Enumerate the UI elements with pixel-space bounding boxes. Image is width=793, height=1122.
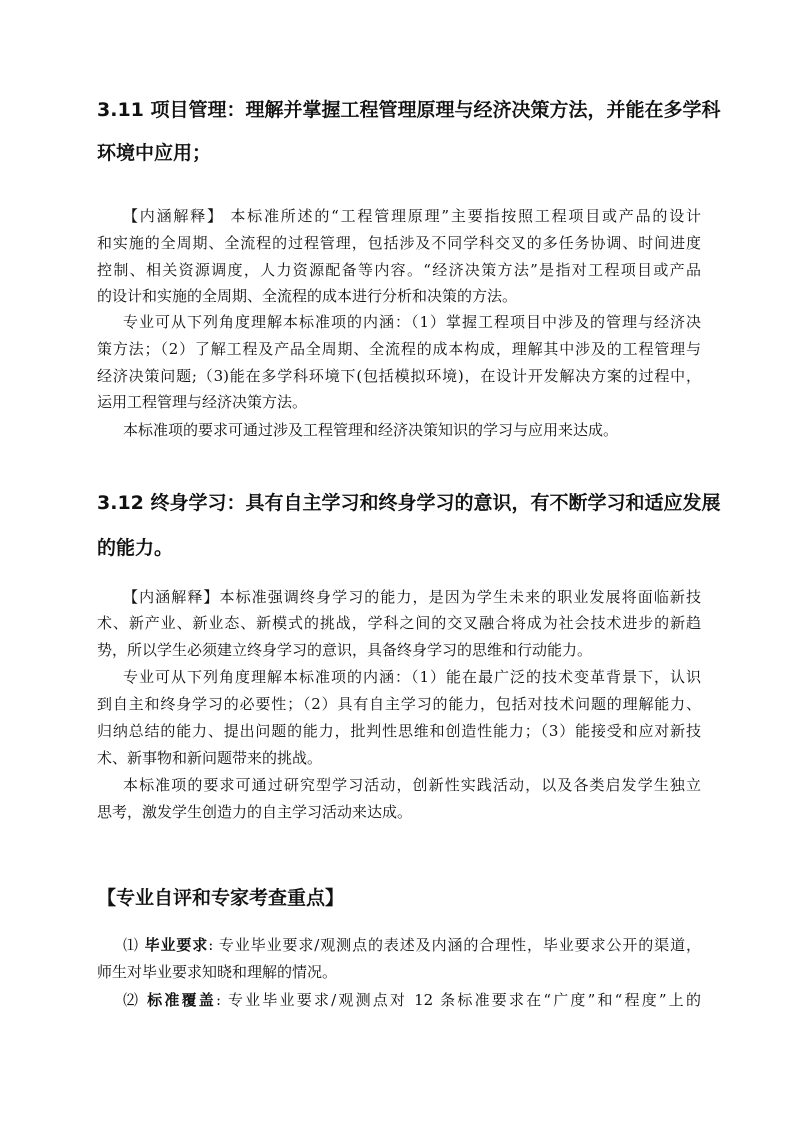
section-heading: 的能力。 <box>97 537 174 559</box>
item-text: : 专业毕业要求/观测点对 12 条标准要求在“广度”和“程度”上的 <box>215 991 701 1009</box>
review-item-2 <box>123 990 701 1010</box>
paragraph-line: 归纳总结的能力、提出问题的能力，批判性思维和创造性能力；（3）能接受和应对新技 <box>97 722 701 740</box>
paragraph-line: 术、新事物和新问题带来的挑战。 <box>97 749 323 767</box>
section-heading: 3.12 终身学习：具有自主学习和终身学习的意识，有不断学习和适应发展 <box>97 492 721 514</box>
item-number: ⑵ <box>123 991 148 1009</box>
paragraph-line: 【内涵解释】本标准强调终身学习的能力，是因为学生未来的职业发展将面临新技 <box>123 588 701 606</box>
paragraph-line: 本标准项的要求可通过研究型学习活动，创新性实践活动，以及各类启发学生独立 <box>123 776 701 794</box>
item-number: ⑴ <box>123 936 145 954</box>
paragraph-line: 本标准项的要求可通过涉及工程管理和经济决策知识的学习与应用来达成。 <box>123 421 619 439</box>
item-text: : 专业毕业要求/观测点的表述及内涵的合理性，毕业要求公开的渠道， <box>208 936 701 954</box>
paragraph-line: 的设计和实施的全周期、全流程的成本进行分析和决策的方法。 <box>97 287 518 305</box>
paragraph-line: 控制、相关资源调度，人力资源配备等内容。“经济决策方法”是指对工程项目或产品 <box>97 261 701 279</box>
paragraph-line: 专业可从下列角度理解本标准项的内涵：（1）掌握工程项目中涉及的管理与经济决 <box>123 313 701 331</box>
review-heading: 【专业自评和专家考查重点】 <box>97 887 345 909</box>
section-heading: 3.11 项目管理：理解并掌握工程管理原理与经济决策方法，并能在多学科 <box>97 99 721 121</box>
paragraph-line: 师生对毕业要求知晓和理解的情况。 <box>97 963 338 981</box>
paragraph-line: 思考，激发学生创造力的自主学习活动来达成。 <box>97 803 413 821</box>
paragraph-line: 到自主和终身学习的必要性；（2）具有自主学习的能力，包括对技术问题的理解能力、 <box>97 695 701 713</box>
review-item-1 <box>123 935 701 955</box>
paragraph-line: 经济决策问题;（3)能在多学科环境下(包括模拟环境)，在设计开发解决方案的过程中， <box>97 367 701 385</box>
item-term: 标准覆盖 <box>147 991 216 1009</box>
section-heading: 环境中应用； <box>97 142 212 164</box>
paragraph-line: 专业可从下列角度理解本标准项的内涵：（1）能在最广泛的技术变革背景下，认识 <box>123 668 701 686</box>
paragraph-line: 运用工程管理与经济决策方法。 <box>97 393 308 411</box>
paragraph-line: 术、新产业、新业态、新模式的挑战，学科之间的交叉融合将成为社会技术进步的新趋 <box>97 614 701 632</box>
paragraph-line: 和实施的全周期、全流程的过程管理，包括涉及不同学科交叉的多任务协调、时间进度 <box>97 234 701 252</box>
item-term: 毕业要求 <box>144 936 209 954</box>
paragraph-line: 势，所以学生必须建立终身学习的意识，具备终身学习的思维和行动能力。 <box>97 641 593 659</box>
paragraph-line: 【内涵解释】 本标准所述的“工程管理原理”主要指按照工程项目或产品的设计 <box>123 207 701 225</box>
paragraph-line: 策方法；（2）了解工程及产品全周期、全流程的成本构成，理解其中涉及的工程管理与 <box>97 340 701 358</box>
